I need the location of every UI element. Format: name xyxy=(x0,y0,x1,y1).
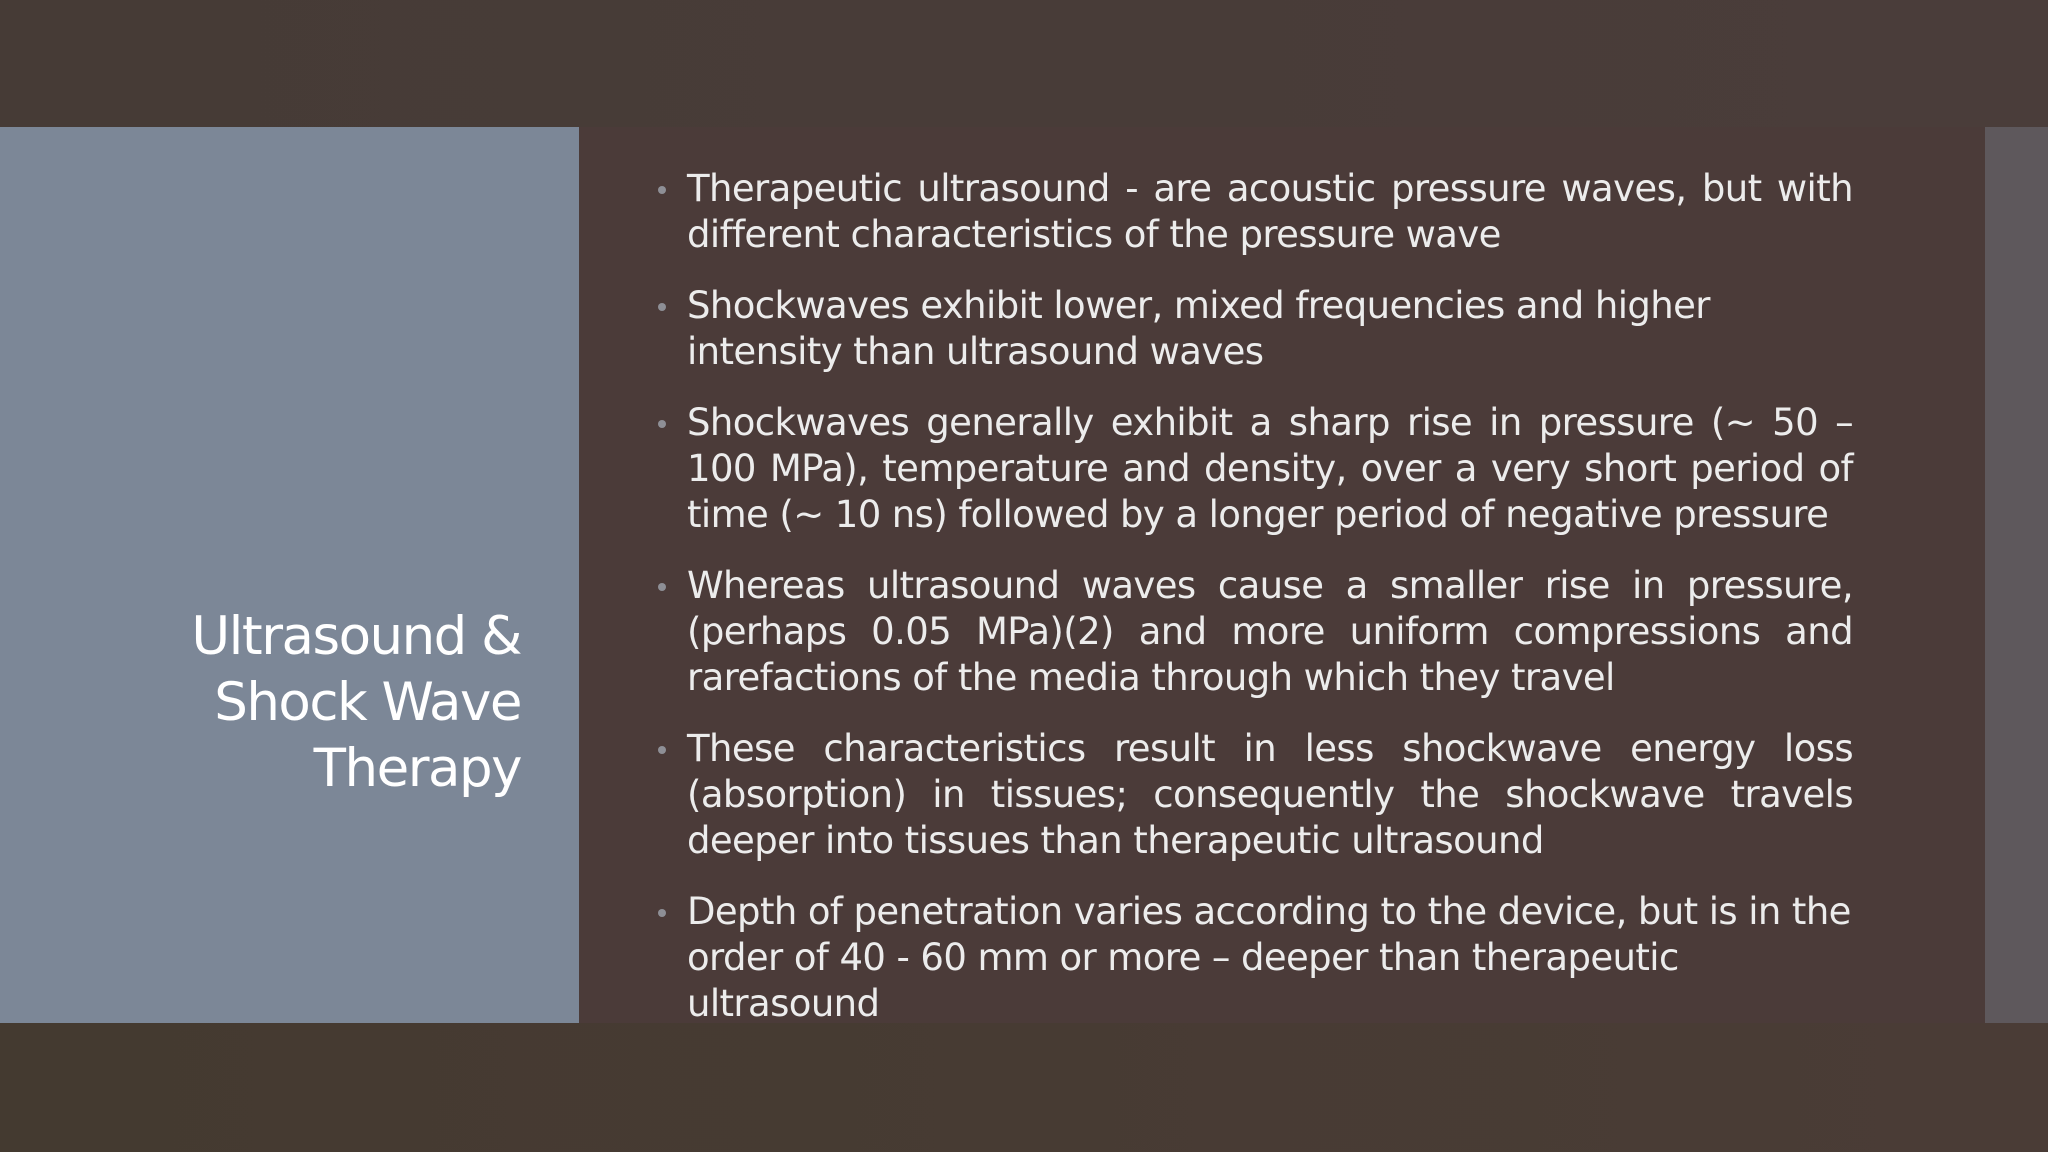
bullet-text: Therapeutic ultrasound - are acoustic pressure waves, but with different characteristics of the pressure wave xyxy=(687,167,1853,256)
slide-title: Ultrasound & Shock Wave Therapy xyxy=(191,606,521,799)
right-accent-strip xyxy=(1985,127,2048,1023)
bullet-text: Shockwaves exhibit lower, mixed frequencies and higher intensity than ultrasound waves xyxy=(687,284,1710,373)
bullet-dot-icon xyxy=(658,583,666,591)
bullet-text: These characteristics result in less shockwave energy loss (absorption) in tissues; consequently the shockwave travels deeper into tissues than therapeutic ultrasound xyxy=(687,727,1853,862)
bullet-dot-icon xyxy=(658,909,666,917)
bullet-text: Depth of penetration varies according to the device, but is in the order of 40 - 60 mm or more – deeper than therapeutic ultrasound xyxy=(687,890,1851,1025)
bullet-item xyxy=(658,400,1853,538)
bullet-text: Whereas ultrasound waves cause a smaller rise in pressure, (perhaps 0.05 MPa)(2) and more uniform compressions and rarefactions of the media through which they travel xyxy=(687,564,1853,699)
bullet-dot-icon xyxy=(658,420,666,428)
bullet-item xyxy=(658,889,1853,1027)
bullet-dot-icon xyxy=(658,303,666,311)
bullet-dot-icon xyxy=(658,186,666,194)
bullet-item xyxy=(658,563,1853,701)
title-panel xyxy=(0,127,579,1023)
top-band xyxy=(0,0,2048,127)
bullet-item xyxy=(658,166,1853,258)
bullet-dot-icon xyxy=(658,746,666,754)
bullet-item xyxy=(658,283,1853,375)
bullet-list xyxy=(658,166,1853,1052)
bullet-text: Shockwaves generally exhibit a sharp rise in pressure (~ 50 – 100 MPa), temperature and density, over a very short period of time (~ 10 ns) followed by a longer period of negative pressure xyxy=(687,401,1853,536)
bullet-item xyxy=(658,726,1853,864)
